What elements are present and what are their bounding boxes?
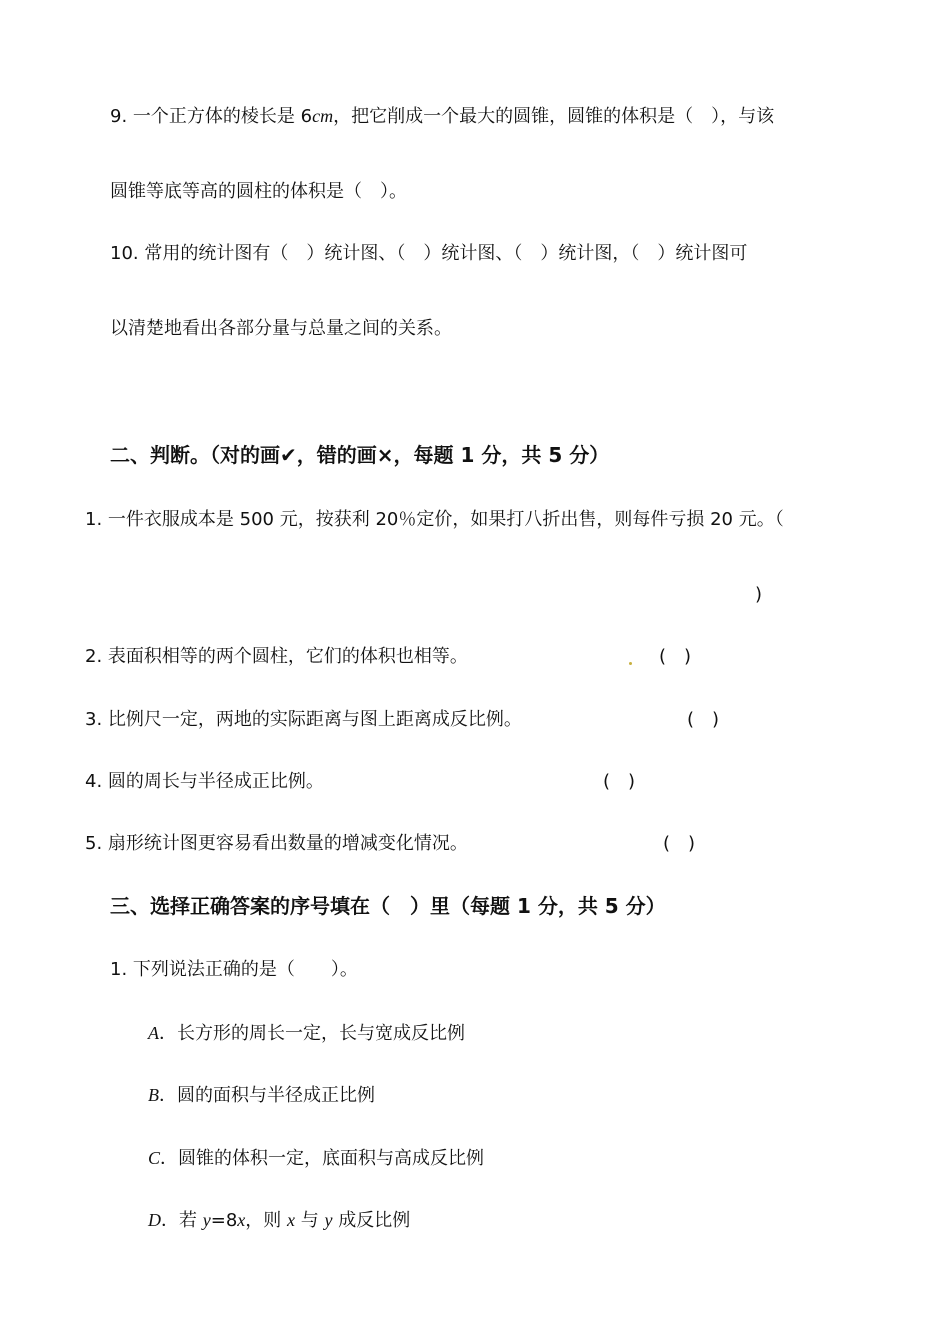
choice-question-1-stem: 1. 下列说法正确的是（ ）。 [110, 959, 358, 980]
judge-item-4 [85, 770, 324, 794]
judge-item-2-text: 表面积相等的两个圆柱，它们的体积也相等。 [107, 646, 468, 667]
question-9-line-1 [110, 104, 774, 129]
choice-option-b [148, 1083, 375, 1108]
choice-option-b-letter: B [148, 1085, 159, 1105]
choice-option-d-text-1: ．若 [161, 1210, 203, 1231]
choice-option-d-var-y-2: y [324, 1210, 333, 1230]
judge-item-1-answer-paren: ) [755, 584, 763, 605]
judge-item-3-answer-paren: ( ) [687, 709, 720, 730]
judge-item-4-number: 4. [85, 771, 103, 792]
question-10-text: 常用的统计图有（ ）统计图、（ ）统计图、（ ）统计图，（ ）统计图可 [144, 243, 748, 264]
question-9-unit: cm [312, 106, 334, 126]
question-9-text-a: 一个正方体的棱长是 6 [132, 106, 313, 127]
choice-option-d-var-y: y [202, 1210, 211, 1230]
judge-item-3-text: 比例尺一定，两地的实际距离与图上距离成反比例。 [107, 709, 522, 730]
choice-option-a-letter: A [148, 1023, 159, 1043]
choice-option-a [148, 1021, 465, 1046]
judge-item-2-number: 2. [85, 646, 103, 667]
choice-option-d [148, 1208, 410, 1233]
judge-item-3-number: 3. [85, 709, 103, 730]
choice-section-heading: 三、选择正确答案的序号填在（ ）里（每题 1 分，共 5 分） [110, 894, 666, 918]
choice-option-b-text: ．圆的面积与半径成正比例 [159, 1085, 375, 1106]
judge-item-1 [85, 508, 784, 532]
choice-option-d-text-4: 成反比例 [332, 1210, 411, 1231]
judge-item-4-text: 圆的周长与半径成正比例。 [107, 771, 324, 792]
stray-dot-mark [629, 662, 632, 665]
choice-option-a-text: ．长方形的周长一定，长与宽成反比例 [159, 1023, 465, 1044]
choice-option-c-text: ．圆锥的体积一定，底面积与高成反比例 [160, 1148, 485, 1169]
judge-item-5 [85, 832, 468, 856]
choice-option-d-equals: =8 [210, 1210, 238, 1231]
judge-item-2-answer-paren: ( ) [659, 646, 692, 667]
judge-item-2 [85, 645, 468, 669]
question-10-number: 10. [110, 243, 139, 264]
judge-item-3 [85, 708, 522, 732]
question-10-line-2: 以清楚地看出各部分量与总量之间的关系。 [110, 318, 452, 339]
question-10-line-1 [110, 242, 747, 266]
question-9-line-2: 圆锥等底等高的圆柱的体积是（ ）。 [110, 181, 407, 202]
choice-option-d-var-x: x [237, 1210, 246, 1230]
choice-option-d-text-2: ，则 [245, 1210, 288, 1231]
question-9-number: 9. [110, 106, 128, 127]
choice-option-d-var-x-2: x [287, 1210, 296, 1230]
choice-option-d-text-3: 与 [295, 1210, 325, 1231]
judge-item-1-text: 一件衣服成本是 500 元，按获利 20％定价，如果打八折出售，则每件亏损 20 元。（ [107, 509, 784, 530]
judge-item-1-number: 1. [85, 509, 103, 530]
judge-section-heading: 二、判断。（对的画✔，错的画×，每题 1 分，共 5 分） [110, 443, 610, 467]
question-9-text-b: ，把它削成一个最大的圆锥，圆锥的体积是（ ），与该 [333, 106, 775, 127]
judge-item-5-text: 扇形统计图更容易看出数量的增减变化情况。 [107, 833, 468, 854]
judge-item-5-answer-paren: ( ) [663, 833, 696, 854]
judge-item-4-answer-paren: ( ) [603, 771, 636, 792]
choice-option-c [148, 1146, 484, 1171]
choice-option-c-letter: C [148, 1148, 161, 1168]
judge-item-5-number: 5. [85, 833, 103, 854]
choice-option-d-letter: D [148, 1210, 161, 1230]
